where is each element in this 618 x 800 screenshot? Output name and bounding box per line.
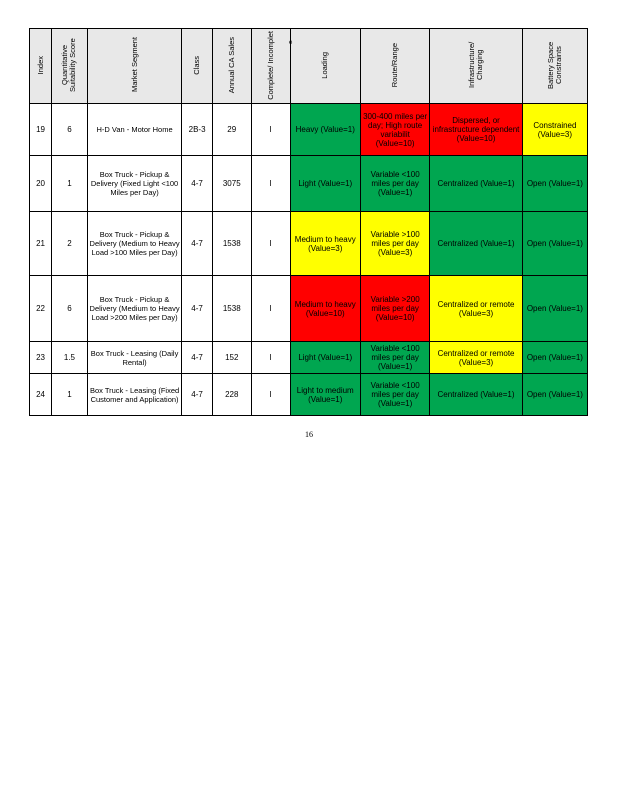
cell-complete: I: [251, 276, 290, 342]
header-index: Index: [30, 29, 52, 104]
cell-index: 24: [30, 374, 52, 416]
cell-complete: I: [251, 342, 290, 374]
cell-complete: I: [251, 104, 290, 156]
header-battery: Battery Space Constraints: [522, 29, 587, 104]
page-number: 16: [305, 430, 313, 439]
cell-loading: Medium to heavy (Value=3): [290, 212, 360, 276]
cell-sales: 1538: [212, 212, 251, 276]
cell-loading: Heavy (Value=1): [290, 104, 360, 156]
cell-score: 6: [52, 276, 88, 342]
table-row: [30, 104, 588, 156]
cell-segment: Box Truck - Pickup & Delivery (Medium to Heavy Load >200 Miles per Day): [87, 276, 182, 342]
cell-index: 20: [30, 156, 52, 212]
header-sales: Annual CA Sales: [212, 29, 251, 104]
cell-class: 4-7: [182, 374, 212, 416]
table-row: [30, 342, 588, 374]
cell-complete: I: [251, 156, 290, 212]
table-row: [30, 156, 588, 212]
cell-route: Variable <100 miles per day (Value=1): [360, 342, 429, 374]
cell-score: 2: [52, 212, 88, 276]
cell-route: 300-400 miles per day; High route variabilit (Value=10): [360, 104, 429, 156]
cell-sales: 3075: [212, 156, 251, 212]
cell-loading: Light to medium (Value=1): [290, 374, 360, 416]
cell-class: 4-7: [182, 156, 212, 212]
header-segment: Market Segment: [87, 29, 182, 104]
cell-index: 19: [30, 104, 52, 156]
cell-segment: H-D Van - Motor Home: [87, 104, 182, 156]
table-row: [30, 276, 588, 342]
cell-battery: Constrained (Value=3): [522, 104, 587, 156]
cell-route: Variable >200 miles per day (Value=10): [360, 276, 429, 342]
cell-route: Variable <100 miles per day (Value=1): [360, 374, 429, 416]
cell-battery: Open (Value=1): [522, 156, 587, 212]
table-row: [30, 374, 588, 416]
cell-loading: Medium to heavy (Value=10): [290, 276, 360, 342]
cell-battery: Open (Value=1): [522, 374, 587, 416]
cell-segment: Box Truck - Pickup & Delivery (Medium to Heavy Load >100 Miles per Day): [87, 212, 182, 276]
cell-infra: Centralized or remote (Value=3): [430, 276, 522, 342]
cell-route: Variable >100 miles per day (Value=3): [360, 212, 429, 276]
cell-infra: Centralized or remote (Value=3): [430, 342, 522, 374]
segment-table: [29, 28, 588, 416]
cell-sales: 29: [212, 104, 251, 156]
cell-class: 4-7: [182, 342, 212, 374]
cell-index: 22: [30, 276, 52, 342]
cell-class: 4-7: [182, 276, 212, 342]
cell-class: 2B-3: [182, 104, 212, 156]
cell-score: 1: [52, 156, 88, 212]
header-row: [30, 29, 588, 104]
cell-infra: Dispersed, or infrastructure dependent (Value=10): [430, 104, 522, 156]
cell-segment: Box Truck - Leasing (Fixed Customer and Application): [87, 374, 182, 416]
header-score: Quantitative Suitability Score: [52, 29, 88, 104]
cell-infra: Centralized (Value=1): [430, 156, 522, 212]
cell-infra: Centralized (Value=1): [430, 212, 522, 276]
cell-complete: I: [251, 212, 290, 276]
cell-sales: 1538: [212, 276, 251, 342]
cell-loading: Light (Value=1): [290, 342, 360, 374]
cell-index: 23: [30, 342, 52, 374]
cell-score: 1.5: [52, 342, 88, 374]
cell-sales: 152: [212, 342, 251, 374]
cell-battery: Open (Value=1): [522, 212, 587, 276]
cell-score: 1: [52, 374, 88, 416]
header-route: Route/Range: [360, 29, 429, 104]
cell-battery: Open (Value=1): [522, 276, 587, 342]
cell-class: 4-7: [182, 212, 212, 276]
cell-segment: Box Truck - Leasing (Daily Rental): [87, 342, 182, 374]
header-complete: Complete/ Incomplet: [251, 29, 290, 104]
cell-loading: Light (Value=1): [290, 156, 360, 212]
table-row: [30, 212, 588, 276]
cell-segment: Box Truck - Pickup & Delivery (Fixed Light <100 Miles per Day): [87, 156, 182, 212]
header-infra: Infrastructure/ Charging: [430, 29, 522, 104]
cell-index: 21: [30, 212, 52, 276]
cell-battery: Open (Value=1): [522, 342, 587, 374]
cell-complete: I: [251, 374, 290, 416]
cell-score: 6: [52, 104, 88, 156]
cell-sales: 228: [212, 374, 251, 416]
cell-route: Variable <100 miles per day (Value=1): [360, 156, 429, 212]
cell-infra: Centralized (Value=1): [430, 374, 522, 416]
header-complete-mark: e: [289, 40, 293, 46]
header-loading: Loading: [290, 29, 360, 104]
header-class: Class: [182, 29, 212, 104]
